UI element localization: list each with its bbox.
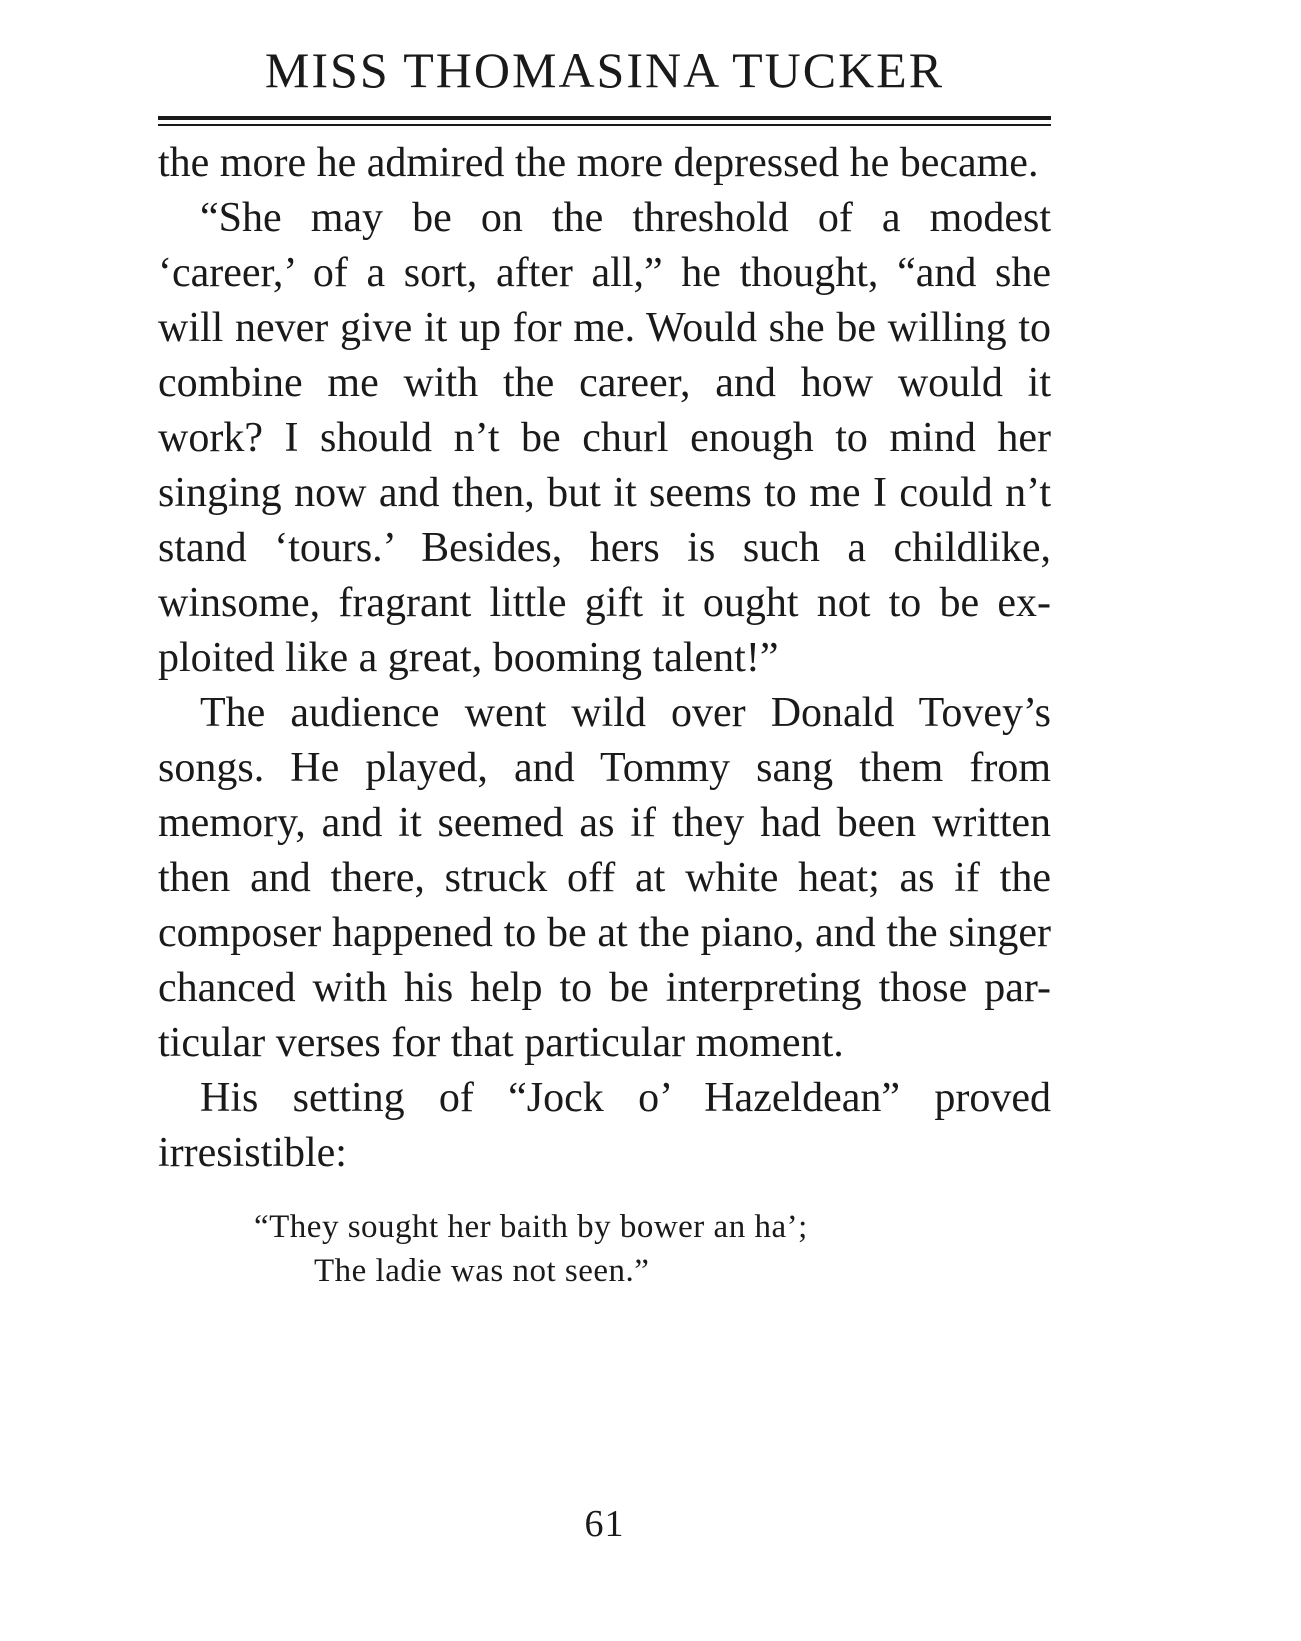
verse-line: “They sought her baith by bower an ha’; — [254, 1209, 808, 1245]
double-rule — [158, 116, 1051, 126]
body-text — [158, 136, 1051, 1181]
paragraph: The audience went wild over Donald Tovey’s songs. He played, and Tommy sang them from memory, and it seemed as if they had been written then and there, struck off at white heat; as if the composer happened to be at the piano, and the singer chanced with his help to be interpreting those par-ticular verses for that particular moment. — [158, 690, 1051, 1066]
paragraph: “She may be on the threshold of a modest ‘career,’ of a sort, after all,” he thought, “and she will never give it up for me. Would she be willing to combine me with the career, and how would it work? I should n’t be churl enough to mind her singing now and then, but it seems to me I could n’t stand ‘tours.’ Besides, hers is such a childlike, winsome, fragrant little gift it ought not to be ex-ploited like a great, booming talent!” — [158, 195, 1051, 681]
verse-quotation — [254, 1205, 1051, 1293]
book-page — [158, 40, 1051, 1600]
page-number: 61 — [584, 1503, 625, 1545]
paragraph: His setting of “Jock o’ Hazeldean” proved irresistible: — [158, 1075, 1051, 1176]
running-head: MISS THOMASINA TUCKER — [264, 42, 945, 98]
paragraph: the more he admired the more depressed he became. — [158, 140, 1039, 186]
verse-line: The ladie was not seen.” — [314, 1253, 650, 1289]
